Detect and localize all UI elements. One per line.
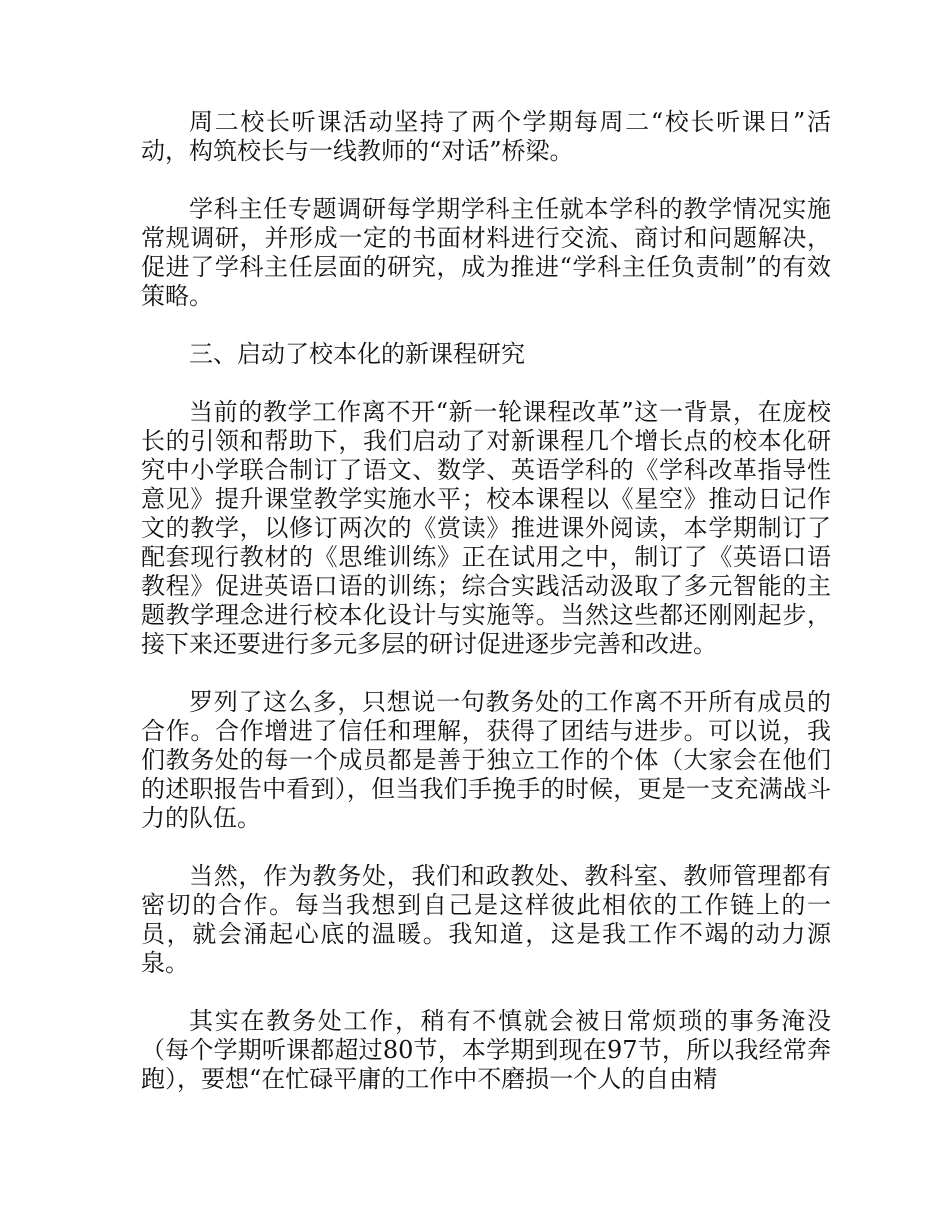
section-heading-school-based-curriculum: 三、启动了校本化的新课程研究	[189, 340, 525, 368]
paragraph-subject-director-research: 学科主任专题调研每学期学科主任就本学科的教学情况实施常规调研，并形成一定的书面材料进行交流、商讨和问题解决，促进了学科主任层面的研究，成为推进“学科主任负责制”的有效策略。	[141, 195, 831, 310]
paragraph-daily-work-reflection: 其实在教务处工作，稍有不慎就会被日常烦琐的事务淹没（每个学期听课都超过80节，本学期到现在97节，所以我经常奔跑），要想“在忙碌平庸的工作中不磨损一个人的自由精	[141, 1007, 831, 1093]
paragraph-curriculum-reform: 当前的教学工作离不开“新一轮课程改革”这一背景，在庞校长的引领和帮助下，我们启动了对新课程几个增长点的校本化研究中小学联合制订了语文、数学、英语学科的《学科改革指导性意见》提升课堂教学实施水平；校本课程以《星空》推动日记作文的教学，以修订两次的《赏读》推进课外阅读，本学期制订了配套现行教材的《思维训练》正在试用之中，制订了《英语口语教程》促进英语口语的训练；综合实践活动汲取了多元智能的主题教学理念进行校本化设计与实施等。当然这些都还刚刚起步，接下来还要进行多元多层的研讨促进逐步完善和改进。	[141, 398, 831, 658]
document-body	[141, 108, 831, 1123]
paragraph-principal-lesson-observation: 周二校长听课活动坚持了两个学期每周二“校长听课日”活动，构筑校长与一线教师的“对话”桥梁。	[141, 108, 831, 165]
paragraph-team-cooperation: 罗列了这么多，只想说一句教务处的工作离不开所有成员的合作。合作增进了信任和理解，获得了团结与进步。可以说，我们教务处的每一个成员都是善于独立工作的个体（大家会在他们的述职报告中看到），但当我们手挽手的时候，更是一支充满战斗力的队伍。	[141, 688, 831, 832]
paragraph-interdepartment-cooperation: 当然，作为教务处，我们和政教处、教科室、教师管理都有密切的合作。每当我想到自己是这样彼此相依的工作链上的一员，就会涌起心底的温暖。我知道，这是我工作不竭的动力源泉。	[141, 862, 831, 977]
